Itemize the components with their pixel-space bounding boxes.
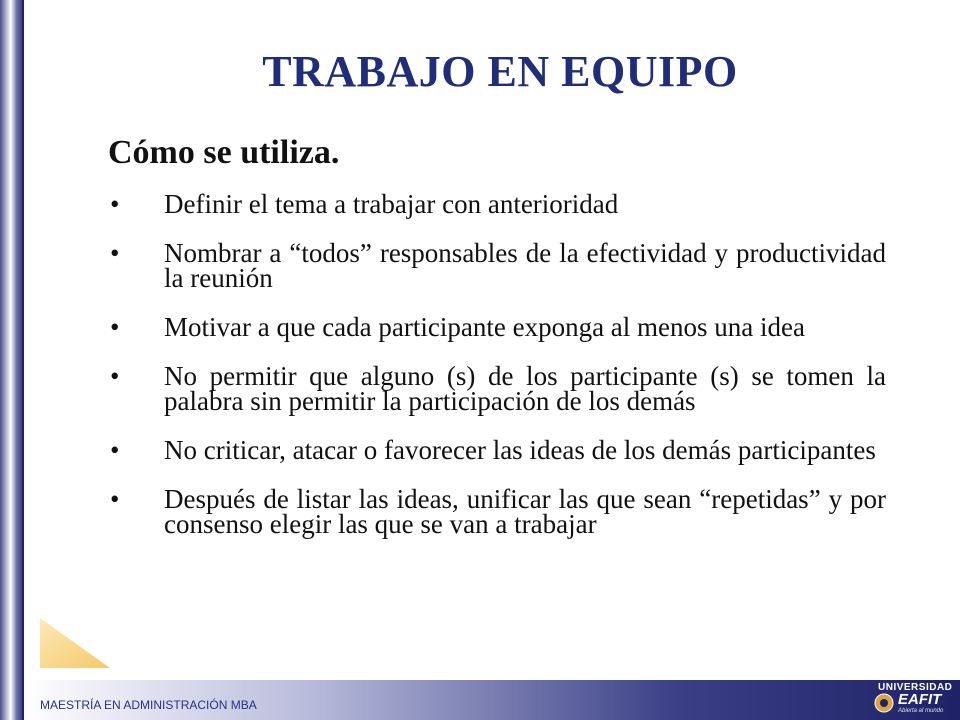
bullet-list bbox=[110, 189, 886, 561]
bullet-text: Definir el tema a trabajar con anterioridad bbox=[164, 189, 619, 219]
bullet-item bbox=[110, 312, 886, 342]
slide-subtitle: Cómo se utiliza. bbox=[108, 134, 340, 171]
logo-line2: EAFIT bbox=[898, 691, 942, 708]
bullet-dot-icon: • bbox=[110, 361, 120, 391]
bullet-dot-icon: • bbox=[110, 189, 120, 219]
bullet-dot-icon: • bbox=[110, 435, 120, 465]
bullet-dot-icon: • bbox=[110, 238, 120, 268]
university-seal-icon bbox=[874, 693, 894, 713]
bullet-text: No permitir que alguno (s) de los participante (s) se tomen la palabra sin permitir la participación de los demás bbox=[164, 361, 886, 416]
bullet-item bbox=[110, 361, 886, 416]
university-logo bbox=[864, 682, 956, 718]
bullet-text: No criticar, atacar o favorecer las ideas de los demás participantes bbox=[164, 435, 876, 465]
footer-text: MAESTRÍA EN ADMINISTRACIÓN MBA bbox=[40, 698, 257, 712]
bullet-dot-icon: • bbox=[110, 484, 120, 514]
bullet-text: Después de listar las ideas, unificar las que sean “repetidas” y por consenso elegir las que se van a trabajar bbox=[164, 484, 886, 539]
bullet-dot-icon: • bbox=[110, 312, 120, 342]
bullet-item bbox=[110, 189, 886, 219]
decorative-triangle-icon bbox=[40, 618, 110, 668]
logo-line3: Abierta al mundo bbox=[898, 708, 944, 714]
bullet-item bbox=[110, 435, 886, 465]
bullet-item bbox=[110, 238, 886, 293]
bullet-text: Motivar a que cada participante exponga al menos una idea bbox=[164, 312, 805, 342]
left-decorative-bar bbox=[0, 0, 24, 720]
bullet-item bbox=[110, 484, 886, 539]
logo-line1: UNIVERSIDAD bbox=[878, 682, 953, 693]
bullet-text: Nombrar a “todos” responsables de la efectividad y productividad la reunión bbox=[164, 238, 886, 293]
slide-title: TRABAJO EN EQUIPO bbox=[262, 47, 738, 96]
